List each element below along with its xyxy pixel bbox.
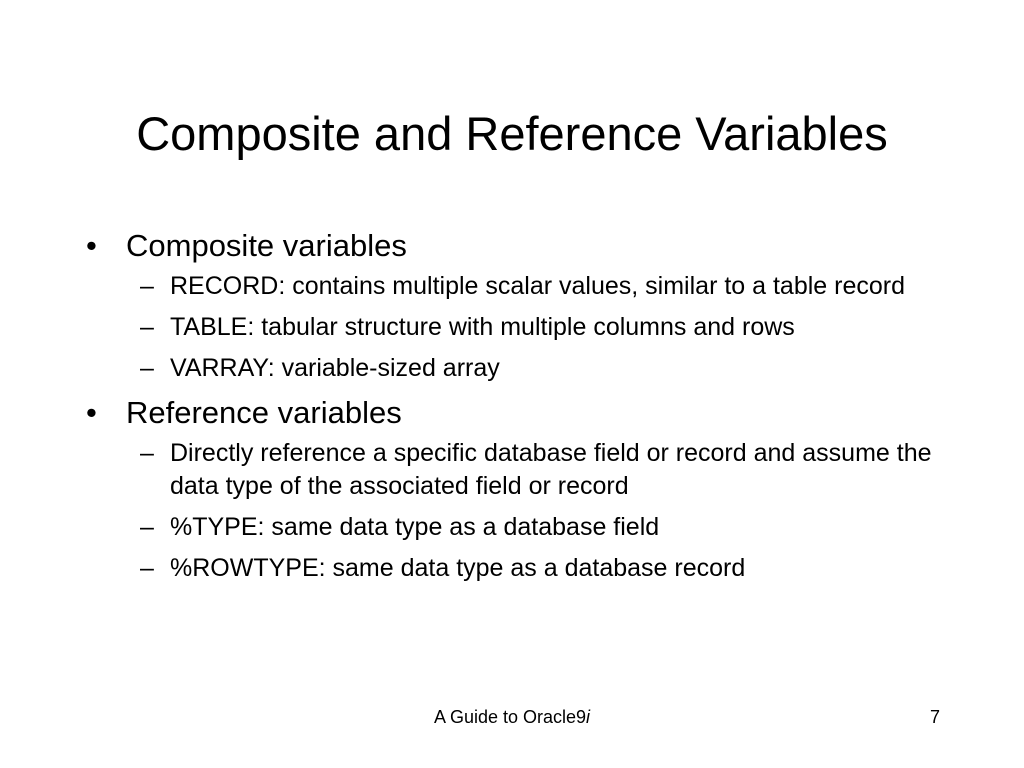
sub-item-table	[126, 311, 944, 344]
bullet-text: Reference variables	[126, 395, 402, 430]
bullet-icon: •	[86, 228, 97, 263]
sub-item-type	[126, 511, 944, 544]
sub-item-varray	[126, 352, 944, 385]
sub-item-direct-reference	[126, 437, 944, 503]
footer-title-italic: i	[586, 707, 591, 727]
sub-item-rowtype	[126, 552, 944, 585]
sub-item-text: %TYPE: same data type as a database field	[170, 513, 660, 541]
footer-title	[362, 705, 662, 729]
bullet-list	[84, 226, 944, 593]
dash-icon: –	[140, 554, 154, 582]
footer-title-text: A Guide to Oracle9	[433, 707, 587, 727]
bullet-item-reference	[84, 393, 944, 585]
sub-item-text: VARRAY: variable-sized array	[170, 354, 500, 382]
dash-icon: –	[140, 272, 154, 300]
sub-item-text: %ROWTYPE: same data type as a database record	[170, 554, 746, 582]
dash-icon: –	[140, 439, 154, 467]
sub-item-text: Directly reference a specific database field or record and assume the data type of the associated field or record	[170, 439, 932, 500]
sub-item-text: TABLE: tabular structure with multiple columns and rows	[170, 313, 795, 341]
sub-item-text: RECORD: contains multiple scalar values, similar to a table record	[170, 272, 905, 300]
dash-icon: –	[140, 354, 154, 382]
sub-list-reference	[126, 437, 944, 585]
bullet-icon: •	[86, 395, 97, 430]
bullet-item-composite	[84, 226, 944, 385]
dash-icon: –	[140, 313, 154, 341]
sub-list-composite	[126, 270, 944, 385]
bullet-text: Composite variables	[126, 228, 407, 263]
sub-item-record	[126, 270, 944, 303]
dash-icon: –	[140, 513, 154, 541]
page-number: 7	[929, 707, 940, 727]
slide-title: Composite and Reference Variables	[136, 107, 888, 160]
